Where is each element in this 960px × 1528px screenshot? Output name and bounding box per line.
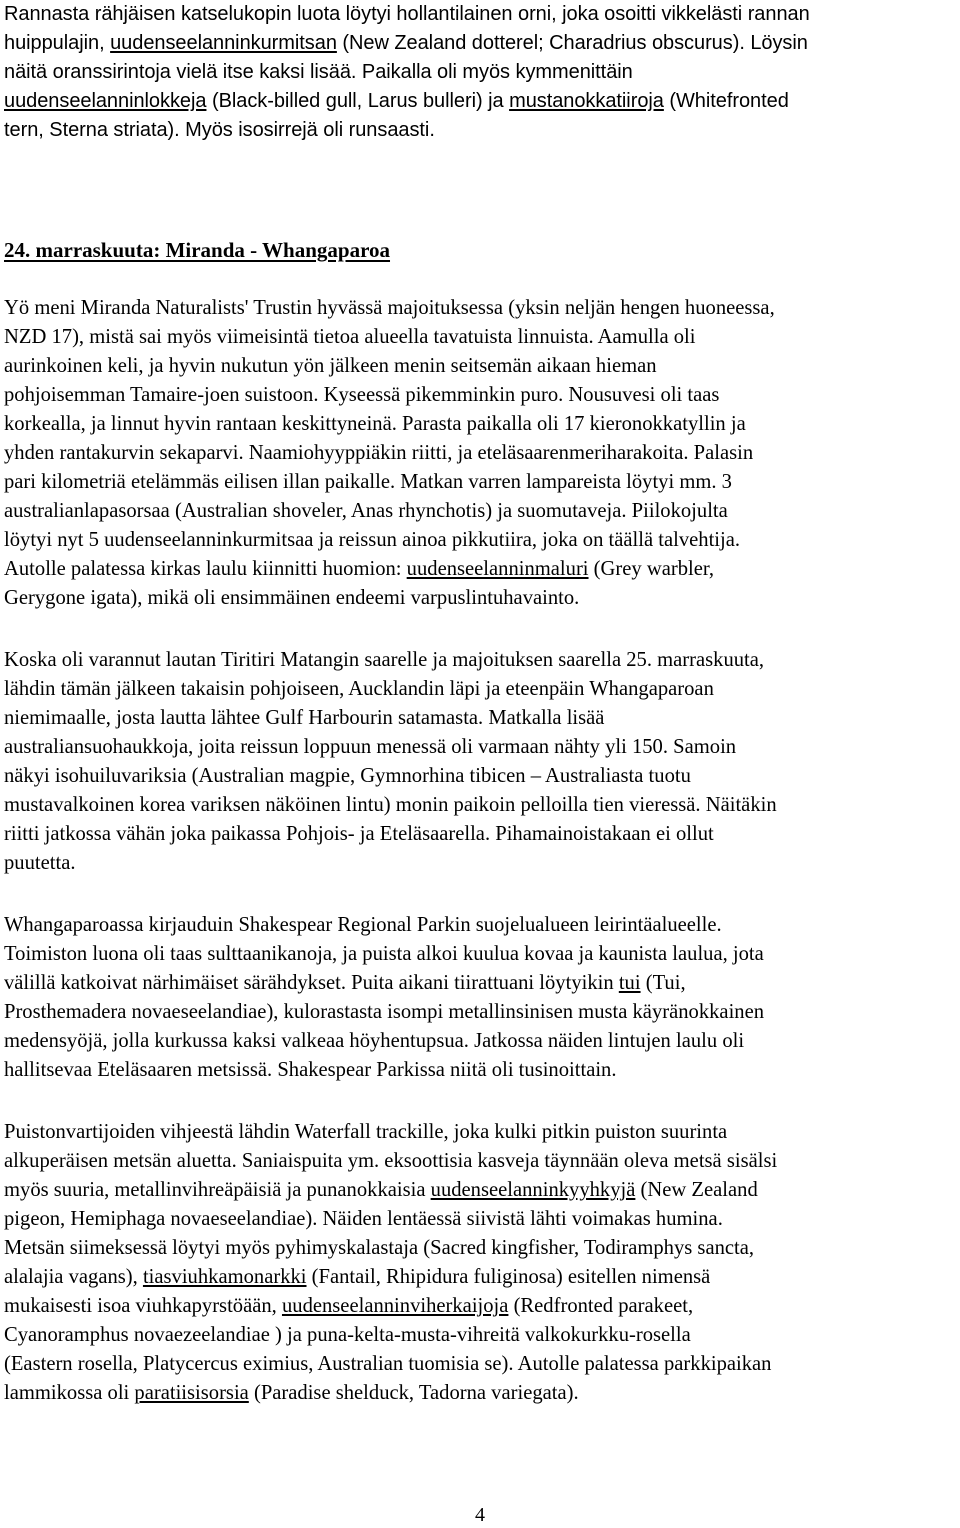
text-run: Metsän siimeksessä löytyi myös pyhimyskalastaja (Sacred kingfisher, Todiramphys sancta,	[4, 1237, 755, 1259]
text-run: Whangaparoassa kirjauduin Shakespear Regional Parkin suojelualueen leirintäalueelle.	[4, 914, 722, 936]
text-line	[4, 29, 956, 58]
text-line	[4, 1234, 956, 1263]
species-link[interactable]: uudenseelanninkurmitsan	[110, 32, 337, 54]
text-line	[4, 526, 956, 555]
text-run: yhden rantakurvin sekaparvi. Naamiohyyppiäkin riitti, ja eteläsaarenmeriharakoita. Palasin	[4, 442, 754, 464]
text-run: näitä oranssirintoja vielä itse kaksi lisää. Paikalla oli myös kymmenittäin	[4, 61, 633, 83]
body-paragraph	[4, 911, 956, 1085]
text-line	[4, 294, 956, 323]
text-line	[4, 1350, 956, 1379]
text-run: tern, Sterna striata). Myös isosirrejä oli runsaasti.	[4, 119, 435, 141]
text-run: Prosthemadera novaeseelandiae), kulorastasta isompi metallinsinisen musta käyränokkainen	[4, 1001, 765, 1023]
text-run: lammikossa oli	[4, 1382, 135, 1404]
text-line	[4, 1176, 956, 1205]
text-run: Rannasta rähjäisen katselukopin luota löytyi hollantilainen orni, joka osoitti vikkelästi rannan	[4, 3, 810, 25]
text-run: (Tui,	[640, 972, 686, 994]
text-line	[4, 1321, 956, 1350]
text-run: myös suuria, metallinvihreäpäisiä ja punanokkaisia	[4, 1179, 431, 1201]
text-run: alkuperäisen metsän aluetta. Saniaispuita ym. eksoottisia kasveja täynnään oleva metsä sisälsi	[4, 1150, 778, 1172]
text-run: Cyanoramphus novaezeelandiae ) ja puna-kelta-musta-vihreitä valkokurkku-rosella	[4, 1324, 691, 1346]
text-line	[4, 381, 956, 410]
text-line	[4, 1147, 956, 1176]
species-link[interactable]: uudenseelanninmaluri	[406, 558, 589, 580]
species-link[interactable]: tui	[618, 972, 641, 994]
text-line	[4, 555, 956, 584]
text-line	[4, 1263, 956, 1292]
text-line	[4, 969, 956, 998]
text-run: (Grey warbler,	[588, 558, 715, 580]
species-link[interactable]: paratiisisorsia	[134, 1382, 249, 1404]
text-run: lähdin tämän jälkeen takaisin pohjoiseen, Aucklandin läpi ja eteenpäin Whangaparoan	[4, 678, 714, 700]
text-line	[4, 87, 956, 116]
body-paragraph	[4, 646, 956, 878]
text-run: pohjoisemman Tamaire-joen suistoon. Kyseessä pikemminkin puro. Nousuvesi oli taas	[4, 384, 720, 406]
text-line	[4, 704, 956, 733]
text-line	[4, 1056, 956, 1085]
body-paragraph	[4, 1118, 956, 1408]
text-run: pari kilometriä etelämmäs eilisen illan paikalle. Matkan varren lampareista löytyi mm. 3	[4, 471, 732, 493]
text-run: näkyi isohuiluvariksia (Australian magpie, Gymnorhina tibicen – Australiasta tuotu	[4, 765, 691, 787]
text-line	[4, 911, 956, 940]
text-line	[4, 1118, 956, 1147]
text-line	[4, 1027, 956, 1056]
text-line	[4, 116, 956, 145]
text-line	[4, 497, 956, 526]
text-run: (Redfronted parakeet,	[508, 1295, 694, 1317]
text-line	[4, 410, 956, 439]
text-run: alalajia vagans),	[4, 1266, 143, 1288]
text-line	[4, 1292, 956, 1321]
section-heading: 24. marraskuuta: Miranda - Whangaparoa	[4, 238, 391, 262]
species-link[interactable]: mustanokkatiiroja	[509, 90, 664, 112]
text-line	[4, 849, 956, 878]
text-run: Puistonvartijoiden vihjeestä lähdin Waterfall trackille, joka kulki pitkin puiston suurinta	[4, 1121, 728, 1143]
text-run: (Eastern rosella, Platycercus eximius, Australian tuomisia se). Autolle palatessa parkkipaikan	[4, 1353, 772, 1375]
text-run: (Paradise shelduck, Tadorna variegata).	[248, 1382, 579, 1404]
text-run: välillä katkoivat närhimäiset särähdykset. Puita aikani tiirattuani löytyikin	[4, 972, 619, 994]
species-link[interactable]: uudenseelanninviherkaijoja	[281, 1295, 509, 1317]
text-line	[4, 762, 956, 791]
text-line	[4, 0, 956, 29]
text-line	[4, 323, 956, 352]
text-run: NZD 17), mistä sai myös viimeisintä tietoa alueella tavatuista linnuista. Aamulla oli	[4, 326, 696, 348]
text-run: mukaisesti isoa viuhkapyrstöään,	[4, 1295, 282, 1317]
text-run: Autolle palatessa kirkas laulu kiinnitti huomion:	[4, 558, 407, 580]
text-line	[4, 1205, 956, 1234]
text-run: australiansuohaukkoja, joita reissun loppuun menessä oli varmaan nähty yli 150. Samoin	[4, 736, 737, 758]
text-run: korkealla, ja linnut hyvin rantaan keskittyneinä. Parasta paikalla oli 17 kieronokkatyllin ja	[4, 413, 746, 435]
text-line	[4, 940, 956, 969]
text-line	[4, 998, 956, 1027]
text-run: Yö meni Miranda Naturalists' Trustin hyvässä majoituksessa (yksin neljän hengen huoneessa,	[4, 297, 775, 319]
text-line	[4, 675, 956, 704]
page-number: 4	[475, 1504, 485, 1526]
text-line	[4, 733, 956, 762]
species-link[interactable]: uudenseelanninlokkeja	[4, 90, 207, 112]
text-line	[4, 439, 956, 468]
species-link[interactable]: uudenseelanninkyyhkyjä	[430, 1179, 636, 1201]
text-line	[4, 646, 956, 675]
text-run: löytyi nyt 5 uudenseelanninkurmitsaa ja reissun ainoa pikkutiira, joka on täällä talvehtija.	[4, 529, 741, 551]
text-run: (Fantail, Rhipidura fuliginosa) esitellen nimensä	[306, 1266, 711, 1288]
text-run: (New Zealand	[635, 1179, 758, 1201]
text-run: (New Zealand dotterel; Charadrius obscurus). Löysin	[336, 32, 808, 54]
text-run: aurinkoinen keli, ja hyvin nukutun yön jälkeen menin seitsemän aikaan hieman	[4, 355, 657, 377]
intro-paragraph	[4, 0, 956, 145]
text-run: riitti jatkossa vähän joka paikassa Pohjois- ja Eteläsaarella. Pihamainoistakaan ei ollut	[4, 823, 714, 845]
body-paragraph	[4, 294, 956, 613]
text-run: hallitsevaa Eteläsaaren metsissä. Shakespear Parkissa niitä oli tusinoittain.	[4, 1059, 617, 1081]
text-line	[4, 1379, 956, 1408]
text-run: niemimaalle, josta lautta lähtee Gulf Harbourin satamasta. Matkalla lisää	[4, 707, 605, 729]
text-run: Toimiston luona oli taas sulttaanikanoja, ja puista alkoi kuulua kovaa ja kaunista laulua, jota	[4, 943, 764, 965]
text-line	[4, 791, 956, 820]
text-run: Koska oli varannut lautan Tiritiri Matangin saarelle ja majoituksen saarella 25. marraskuuta,	[4, 649, 765, 671]
text-run: huippulajin,	[4, 32, 111, 54]
text-line	[4, 820, 956, 849]
text-line	[4, 584, 956, 613]
species-link[interactable]: tiasviuhkamonarkki	[142, 1266, 307, 1288]
text-run: medensyöjä, jolla kurkussa kaksi valkeaa höyhentupsua. Jatkossa näiden lintujen laulu oli	[4, 1030, 745, 1052]
text-line	[4, 352, 956, 381]
text-run: puutetta.	[4, 852, 76, 874]
text-run: mustavalkoinen korea variksen näköinen lintu) monin paikoin pelloilla tien vieressä. Näitäkin	[4, 794, 777, 816]
text-line	[4, 58, 956, 87]
text-run: (Whitefronted	[663, 90, 789, 112]
text-run: australianlapasorsaa (Australian shoveler, Anas rhynchotis) ja suomutaveja. Piilokojulta	[4, 500, 728, 522]
text-run: Gerygone igata), mikä oli ensimmäinen endeemi varpuslintuhavainto.	[4, 587, 580, 609]
text-line	[4, 468, 956, 497]
text-run: pigeon, Hemiphaga novaeseelandiae). Näiden lentäessä siivistä lähti voimakas humina.	[4, 1208, 723, 1230]
text-run: (Black-billed gull, Larus bulleri) ja	[206, 90, 510, 112]
